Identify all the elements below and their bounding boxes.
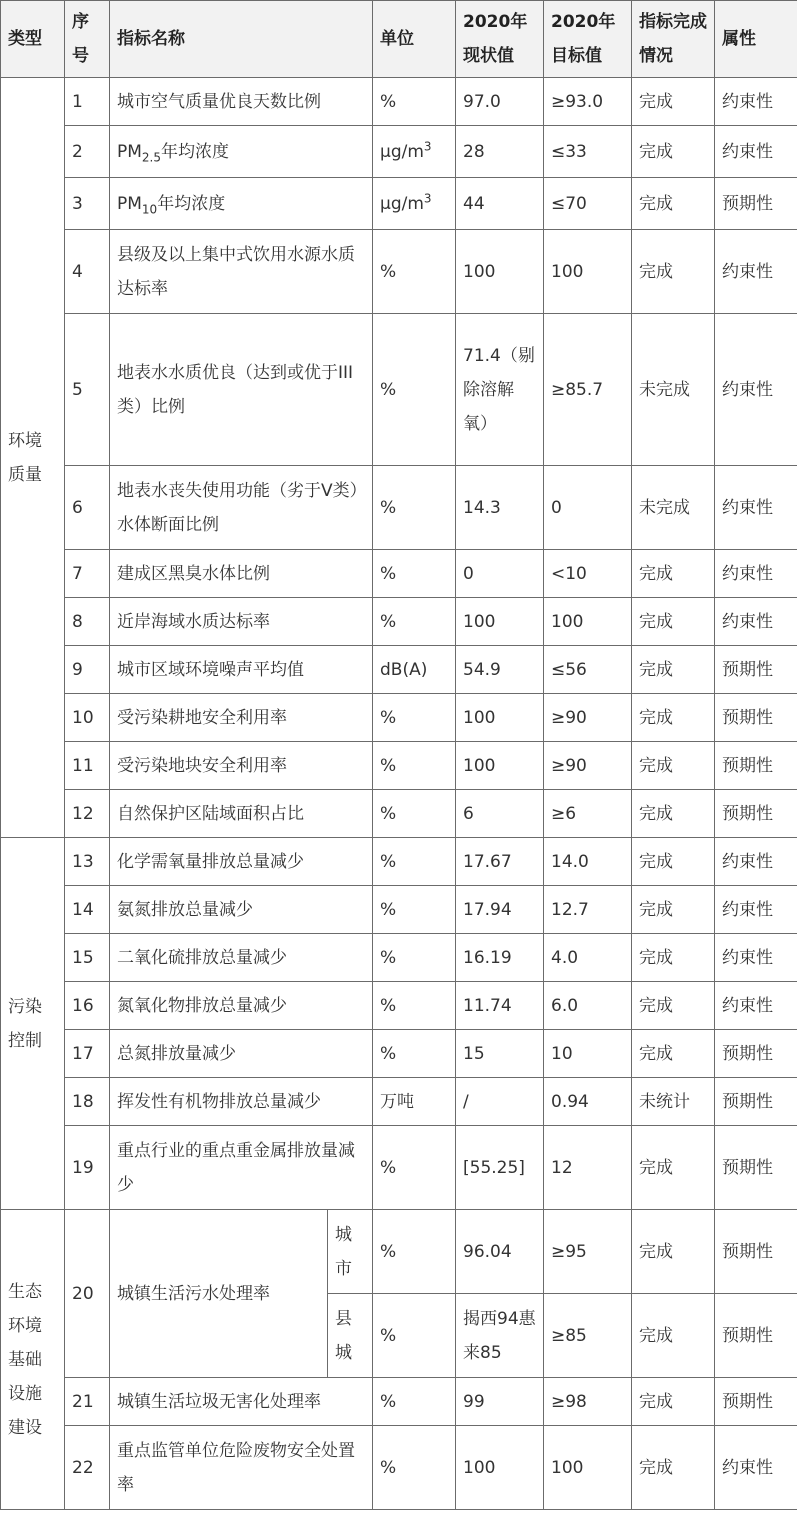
row-no: 17 [65,1030,110,1078]
table-row [1,466,797,550]
unit-superscript: 3 [423,138,432,153]
row-target: 6.0 [544,982,632,1030]
table-row [1,838,797,886]
row-status: 完成 [632,838,715,886]
row-current: 44 [456,178,544,230]
row-attr: 约束性 [715,934,797,982]
row-attr: 约束性 [715,466,797,550]
row-status: 完成 [632,790,715,838]
row-target: ≥93.0 [544,78,632,126]
row-unit: % [373,886,456,934]
row-status: 完成 [632,178,715,230]
row-unit: % [373,790,456,838]
header-name: 指标名称 [110,1,373,78]
row-target: ≥90 [544,742,632,790]
row-current: 16.19 [456,934,544,982]
row-unit: % [373,550,456,598]
table-row [1,598,797,646]
row-current: 97.0 [456,78,544,126]
table-row [1,790,797,838]
header-status: 指标完成情况 [632,1,715,78]
row-status: 完成 [632,1030,715,1078]
table-row [1,1426,797,1510]
header-attr: 属性 [715,1,797,78]
row-current: 28 [456,126,544,178]
row-no: 9 [65,646,110,694]
row-current: 17.67 [456,838,544,886]
row-current: 100 [456,1426,544,1510]
row-target: ≥85.7 [544,314,632,466]
category-env-quality: 环境质量 [1,78,65,838]
row-current: 6 [456,790,544,838]
row-current: 100 [456,694,544,742]
header-type: 类型 [1,1,65,78]
row-target: ≥95 [544,1210,632,1294]
row-unit: % [373,934,456,982]
row-attr: 预期性 [715,1378,797,1426]
row-current: 100 [456,598,544,646]
row-status: 未统计 [632,1078,715,1126]
row-unit: % [373,78,456,126]
row-target: 100 [544,598,632,646]
table-row [1,314,797,466]
row-current: / [456,1078,544,1126]
row-sub-label: 城市 [328,1210,373,1294]
row-attr: 预期性 [715,178,797,230]
row-status: 完成 [632,694,715,742]
row-target: 0 [544,466,632,550]
row-current: 71.4（剔除溶解氧） [456,314,544,466]
row-attr: 预期性 [715,742,797,790]
table-row [1,694,797,742]
row-current: 11.74 [456,982,544,1030]
row-status: 完成 [632,1294,715,1378]
row-no: 11 [65,742,110,790]
row-unit: % [373,694,456,742]
row-status: 完成 [632,230,715,314]
row-attr: 预期性 [715,1078,797,1126]
row-unit: % [373,466,456,550]
header-unit: 单位 [373,1,456,78]
row-status: 完成 [632,1378,715,1426]
row-current: 100 [456,230,544,314]
name-subscript: 10 [141,201,158,216]
table-row [1,1126,797,1210]
row-attr: 预期性 [715,694,797,742]
row-name: 建成区黑臭水体比例 [110,550,373,598]
row-no: 22 [65,1426,110,1510]
row-current: [55.25] [456,1126,544,1210]
row-target: 12.7 [544,886,632,934]
row-target: 100 [544,230,632,314]
header-current: 2020年现状值 [456,1,544,78]
row-unit [373,178,456,230]
row-status: 完成 [632,550,715,598]
row-current: 17.94 [456,886,544,934]
table-row [1,1078,797,1126]
row-no: 10 [65,694,110,742]
row-target: 0.94 [544,1078,632,1126]
name-main: PM [117,141,142,162]
row-name: 氮氧化物排放总量减少 [110,982,373,1030]
row-unit: % [373,1294,456,1378]
table-row [1,646,797,694]
row-name: 受污染地块安全利用率 [110,742,373,790]
table-row [1,1378,797,1426]
row-current: 54.9 [456,646,544,694]
row-name: 自然保护区陆域面积占比 [110,790,373,838]
row-attr: 约束性 [715,78,797,126]
table-row [1,550,797,598]
table-row [1,126,797,178]
row-attr: 约束性 [715,1426,797,1510]
row-name [110,126,373,178]
name-tail: 年均浓度 [157,193,226,214]
row-sub-label: 县城 [328,1294,373,1378]
table-row [1,1210,797,1294]
row-current: 揭西94惠来85 [456,1294,544,1378]
header-seq: 序号 [65,1,110,78]
row-attr: 约束性 [715,982,797,1030]
row-attr: 约束性 [715,314,797,466]
row-target: <10 [544,550,632,598]
row-status: 完成 [632,1426,715,1510]
row-name: 城市空气质量优良天数比例 [110,78,373,126]
row-current: 99 [456,1378,544,1426]
row-target: 14.0 [544,838,632,886]
row-attr: 约束性 [715,230,797,314]
row-target: ≤33 [544,126,632,178]
row-status: 完成 [632,1210,715,1294]
row-no: 21 [65,1378,110,1426]
row-no: 6 [65,466,110,550]
row-target: 100 [544,1426,632,1510]
row-no: 18 [65,1078,110,1126]
row-current: 14.3 [456,466,544,550]
row-target: ≤70 [544,178,632,230]
row-target: ≥85 [544,1294,632,1378]
row-attr: 约束性 [715,126,797,178]
row-target: ≥6 [544,790,632,838]
header-target: 2020年目标值 [544,1,632,78]
row-unit: % [373,838,456,886]
row-no: 1 [65,78,110,126]
row-no: 15 [65,934,110,982]
row-name: 近岸海域水质达标率 [110,598,373,646]
row-current: 100 [456,742,544,790]
row-name: 县级及以上集中式饮用水源水质达标率 [110,230,373,314]
table-row [1,982,797,1030]
row-no: 14 [65,886,110,934]
row-unit: % [373,982,456,1030]
row-current: 15 [456,1030,544,1078]
table-row [1,178,797,230]
unit-superscript: 3 [423,190,432,205]
row-name: 重点监管单位危险废物安全处置率 [110,1426,373,1510]
row-status: 完成 [632,886,715,934]
row-name [110,178,373,230]
row-attr: 预期性 [715,790,797,838]
row-unit: % [373,742,456,790]
row-status: 完成 [632,934,715,982]
row-name: 氨氮排放总量减少 [110,886,373,934]
row-current: 96.04 [456,1210,544,1294]
row-attr: 约束性 [715,886,797,934]
row-target: 12 [544,1126,632,1210]
row-status: 完成 [632,982,715,1030]
table-row [1,1030,797,1078]
row-no: 8 [65,598,110,646]
row-name: 总氮排放量减少 [110,1030,373,1078]
row-unit: % [373,1126,456,1210]
row-target: ≤56 [544,646,632,694]
row-unit: 万吨 [373,1078,456,1126]
row-target: 4.0 [544,934,632,982]
category-pollution-control: 污染控制 [1,838,65,1210]
row-unit: dB(A) [373,646,456,694]
table-row [1,886,797,934]
row-attr: 约束性 [715,598,797,646]
row-unit: % [373,1210,456,1294]
row-name: 地表水水质优良（达到或优于III类）比例 [110,314,373,466]
row-attr: 约束性 [715,838,797,886]
row-status: 未完成 [632,466,715,550]
table-row [1,934,797,982]
row-name: 城镇生活垃圾无害化处理率 [110,1378,373,1426]
table-row [1,78,797,126]
row-unit: % [373,230,456,314]
row-no: 2 [65,126,110,178]
row-unit: % [373,1378,456,1426]
name-tail: 年均浓度 [161,141,230,162]
row-attr: 预期性 [715,646,797,694]
row-name: 地表水丧失使用功能（劣于V类）水体断面比例 [110,466,373,550]
row-target: 10 [544,1030,632,1078]
row-status: 完成 [632,598,715,646]
row-status: 完成 [632,126,715,178]
row-attr: 预期性 [715,1126,797,1210]
row-no: 16 [65,982,110,1030]
row-unit: % [373,314,456,466]
table-row [1,742,797,790]
row-unit: % [373,1426,456,1510]
name-subscript: 2.5 [141,149,162,164]
row-name: 城镇生活污水处理率 [110,1210,328,1378]
row-name: 受污染耕地安全利用率 [110,694,373,742]
row-unit: % [373,598,456,646]
row-unit: % [373,1030,456,1078]
row-no: 19 [65,1126,110,1210]
row-unit [373,126,456,178]
row-status: 未完成 [632,314,715,466]
row-target: ≥90 [544,694,632,742]
row-attr: 预期性 [715,1294,797,1378]
row-current: 0 [456,550,544,598]
row-status: 完成 [632,646,715,694]
row-status: 完成 [632,78,715,126]
row-name: 城市区域环境噪声平均值 [110,646,373,694]
row-status: 完成 [632,1126,715,1210]
row-name: 二氧化硫排放总量减少 [110,934,373,982]
row-no: 13 [65,838,110,886]
row-attr: 预期性 [715,1210,797,1294]
row-no: 5 [65,314,110,466]
row-no: 12 [65,790,110,838]
unit-main: μg/m [380,193,424,214]
row-attr: 约束性 [715,550,797,598]
name-main: PM [117,193,142,214]
row-target: ≥98 [544,1378,632,1426]
table-row [1,230,797,314]
header-row [1,1,797,78]
row-name: 化学需氧量排放总量减少 [110,838,373,886]
row-name: 挥发性有机物排放总量减少 [110,1078,373,1126]
row-no: 4 [65,230,110,314]
category-eco-infra: 生态环境基础设施建设 [1,1210,65,1510]
row-name: 重点行业的重点重金属排放量减少 [110,1126,373,1210]
row-status: 完成 [632,742,715,790]
row-no: 20 [65,1210,110,1378]
row-attr: 预期性 [715,1030,797,1078]
row-no: 3 [65,178,110,230]
unit-main: μg/m [380,141,424,162]
row-no: 7 [65,550,110,598]
